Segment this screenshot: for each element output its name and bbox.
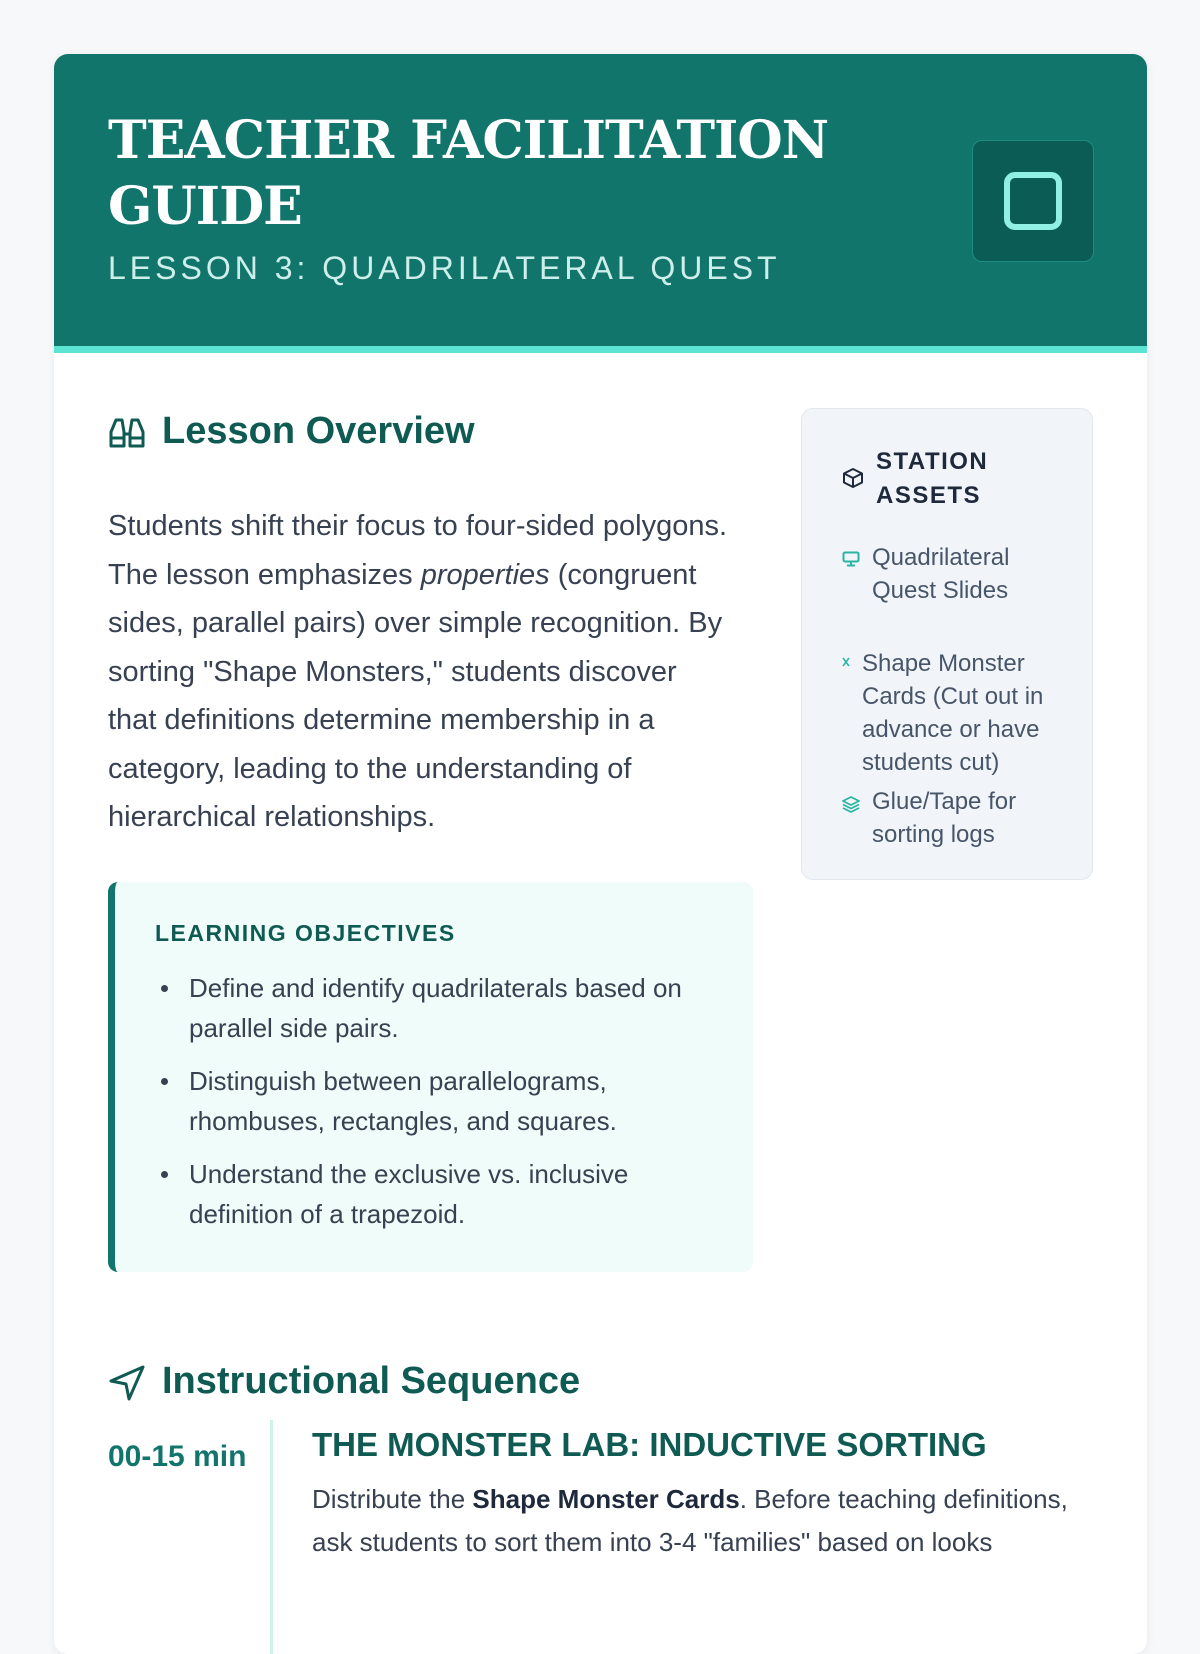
objectives-list (155, 968, 715, 1247)
sequence-heading (162, 1360, 580, 1403)
overview-heading (162, 410, 475, 453)
overview-text-part: (congruent sides, parallel pairs) over simple recognition. By sorting "Shape Monsters," students discover that definitions determine membership in a category, leading to the understanding of hierarchical relationships. (108, 558, 723, 833)
overview-heading-label: Lesson Overview (162, 410, 475, 452)
guide-card (54, 54, 1147, 1654)
objective-item: Define and identify quadrilaterals based on parallel side pairs. (155, 968, 715, 1048)
objective-item: Distinguish between parallelograms, rhombuses, rectangles, and squares. (155, 1061, 715, 1141)
step-description (312, 1478, 1092, 1564)
layers-icon (842, 795, 860, 813)
lesson-subtitle: LESSON 3: QUADRILATERAL QUEST (108, 250, 781, 286)
step-time: 00-15 min (108, 1440, 247, 1473)
square-icon (1003, 171, 1063, 231)
scissors-icon (842, 657, 850, 667)
timeline-line (270, 1420, 273, 1654)
binoculars-icon (108, 414, 146, 450)
square-logo (972, 140, 1094, 262)
step-desc-bold: Shape Monster Cards (472, 1484, 740, 1514)
step-desc-part: Distribute the (312, 1484, 473, 1514)
step-desc-part: . Before teaching definitions, ask students to sort them into 3-4 "families" based on looks (312, 1484, 1068, 1557)
assets-title: STATION ASSETS (876, 448, 989, 509)
overview-text (108, 502, 728, 842)
navigation-icon (108, 1364, 146, 1402)
monitor-icon (842, 551, 860, 567)
asset-label: Shape Monster Cards (Cut out in advance or have students cut) (862, 650, 1044, 776)
learning-objectives (108, 882, 753, 1272)
objectives-title: LEARNING OBJECTIVES (155, 920, 456, 946)
overview-text-part: Students shift their focus to four-sided polygons. The lesson emphasizes (108, 510, 728, 591)
step-title: THE MONSTER LAB: INDUCTIVE SORTING (312, 1426, 987, 1463)
station-assets (801, 408, 1093, 880)
asset-label: Quadrilateral Quest Slides (872, 544, 1010, 604)
guide-header (54, 54, 1147, 353)
objective-item: Understand the exclusive vs. inclusive definition of a trapezoid. (155, 1154, 715, 1234)
asset-label: Glue/Tape for sorting logs (872, 788, 1017, 848)
box-icon (842, 467, 864, 489)
sequence-heading-label: Instructional Sequence (162, 1360, 581, 1402)
page-title: TEACHER FACILITATION GUIDE (108, 110, 829, 237)
overview-emphasis: properties (420, 558, 550, 591)
